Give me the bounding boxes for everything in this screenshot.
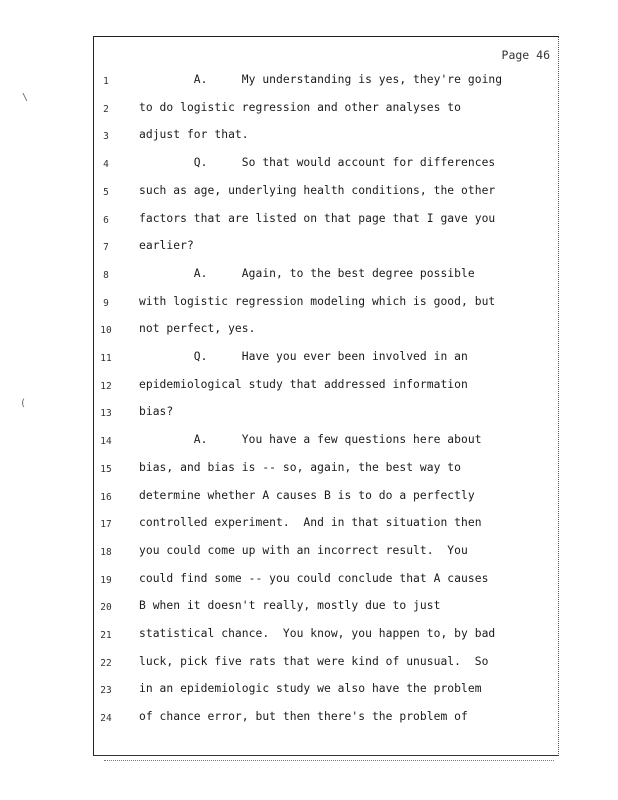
transcript-line (94, 405, 558, 425)
transcript-line (94, 101, 558, 121)
transcript-page (93, 36, 559, 756)
transcript-line (94, 627, 558, 647)
line-text: to do logistic regression and other analyses to (139, 100, 462, 114)
line-text: Q. Have you ever been involved in an (139, 350, 468, 363)
line-number: 7 (103, 242, 109, 254)
line-text: bias? (139, 405, 174, 419)
line-number: 3 (103, 131, 109, 143)
left-margin-paren: ( (20, 398, 27, 409)
line-text: luck, pick five rats that were kind of unusual. So (139, 654, 489, 668)
bottom-scan-artifact (104, 760, 554, 767)
line-text: not perfect, yes. (139, 322, 256, 336)
line-text: statistical chance. You know, you happen to, by bad (139, 627, 496, 640)
line-text: B when it doesn't really, mostly due to just (139, 599, 441, 613)
line-text: adjust for that. (139, 128, 249, 142)
line-number: 6 (103, 214, 109, 226)
transcript-line (94, 212, 558, 232)
line-number: 24 (100, 713, 112, 725)
line-text: such as age, underlying health conditions, the other (139, 183, 496, 197)
transcript-line (94, 295, 558, 315)
transcript-line (94, 73, 558, 93)
line-text: bias, and bias is -- so, again, the best way to (139, 460, 462, 474)
line-text: in an epidemiologic study we also have the problem (139, 682, 482, 696)
line-text: of chance error, but then there's the problem of (139, 710, 468, 724)
page-number: Page 46 (501, 48, 550, 62)
line-text: controlled experiment. And in that situation then (139, 516, 482, 530)
line-number: 1 (103, 76, 109, 87)
line-text: you could come up with an incorrect result. You (139, 543, 468, 557)
transcript-line (94, 682, 558, 702)
transcript-lines (94, 37, 558, 755)
transcript-line (94, 433, 558, 453)
transcript-line (94, 267, 558, 287)
line-text: A. You have a few questions here about (139, 433, 482, 447)
line-number: 11 (100, 353, 112, 364)
line-number: 20 (100, 602, 112, 614)
transcript-line (94, 184, 558, 204)
line-number: 15 (100, 463, 112, 475)
line-number: 19 (100, 574, 112, 586)
line-number: 16 (100, 491, 112, 503)
line-number: 18 (100, 546, 112, 558)
line-text: epidemiological study that addressed information (139, 377, 468, 391)
transcript-line (94, 489, 558, 509)
line-text: determine whether A causes B is to do a perfectly (139, 488, 475, 502)
transcript-line (94, 322, 558, 342)
line-number: 5 (103, 186, 109, 198)
line-number: 21 (100, 630, 112, 641)
transcript-line (94, 655, 558, 675)
transcript-line (94, 544, 558, 564)
line-text: A. Again, to the best degree possible (139, 266, 475, 280)
line-number: 8 (103, 269, 109, 281)
line-number: 22 (100, 657, 112, 669)
line-number: 9 (103, 297, 109, 309)
line-number: 17 (100, 519, 112, 531)
transcript-line (94, 239, 558, 259)
transcript-line (94, 599, 558, 619)
line-text: with logistic regression modeling which is good, but (139, 294, 496, 308)
left-margin-mark: \ (22, 92, 29, 103)
line-text: earlier? (139, 239, 194, 253)
transcript-line (94, 378, 558, 398)
line-number: 2 (103, 103, 109, 115)
line-text: factors that are listed on that page that I gave you (139, 211, 496, 225)
line-number: 23 (100, 685, 112, 697)
line-number: 12 (100, 380, 112, 392)
transcript-line (94, 461, 558, 481)
transcript-line (94, 710, 558, 730)
transcript-line (94, 572, 558, 592)
transcript-line (94, 516, 558, 536)
transcript-line (94, 128, 558, 148)
line-number: 14 (100, 436, 112, 448)
line-text: Q. So that would account for differences (139, 156, 496, 170)
line-text: could find some -- you could conclude that A causes (139, 571, 489, 585)
transcript-line (94, 156, 558, 176)
line-text: A. My understanding is yes, they're going (139, 73, 503, 86)
transcript-line (94, 350, 558, 370)
line-number: 4 (103, 159, 109, 171)
line-number: 13 (100, 408, 112, 420)
line-number: 10 (100, 325, 112, 337)
